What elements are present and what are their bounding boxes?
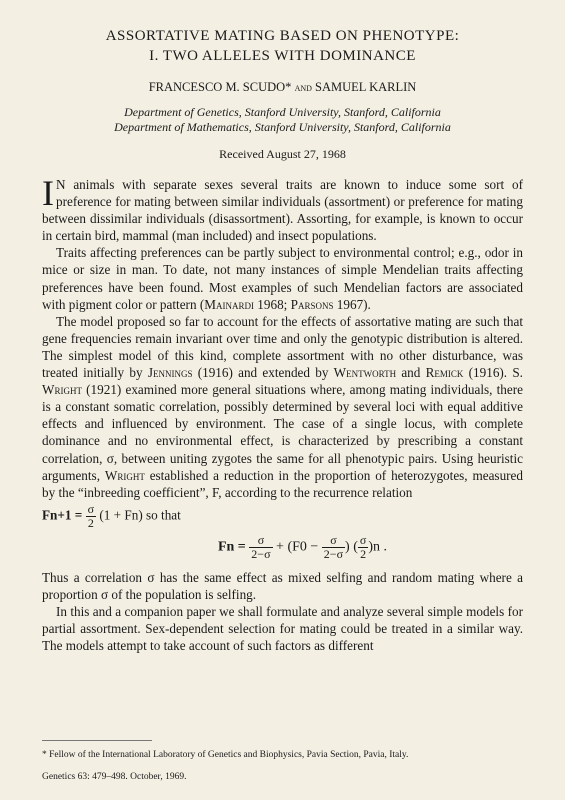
fraction-2-numerator: σ (322, 534, 345, 548)
fraction-sigma-over-2 (86, 503, 96, 530)
paragraph-2-text-b: 1968; (253, 296, 291, 312)
formula-2-mid: + (F0 − (272, 539, 322, 555)
paragraph-1-text: N animals with separate sexes several traits are known to induce some sort of preference for mating between similar individuals (assortment) or preference for mating between dissimilar individuals (disassortment). Assorting, for example, is known to occur in certain bird, mammal (man included) and insect populations. (42, 177, 523, 244)
citation-wentworth: Wentworth (333, 365, 397, 381)
formula-1-lhs: Fn+1 = (42, 507, 86, 523)
title-line-2: I. TWO ALLELES WITH DOMINANCE (149, 48, 416, 64)
paragraph-3 (42, 313, 523, 501)
journal-citation: Genetics 63: 479–498. October, 1969. (42, 772, 187, 782)
citation-parsons: Parsons (290, 296, 334, 312)
fraction-3-numerator: σ (359, 532, 367, 547)
title-line-1: ASSORTATIVE MATING BASED ON PHENOTYPE: (105, 28, 460, 44)
author-2: SAMUEL KARLIN (315, 80, 417, 94)
affiliations (42, 105, 523, 135)
drop-cap: I (42, 173, 54, 213)
paragraph-5: In this and a companion paper we shall formulate and analyze several simple models for partial assortment. Sex-dependent selection for mating could be treated in a similar way. The models attempt to take account of such factors as different (42, 603, 523, 654)
paragraph-3-and: and (396, 365, 426, 381)
closed-form-formula (82, 534, 523, 561)
authors-conjunction: and (294, 82, 312, 94)
fraction-1 (249, 534, 272, 561)
formula-1-rhs: (1 + Fn) so that (96, 507, 181, 523)
body-text (42, 173, 523, 654)
paragraph-2-text-c: 1967). (333, 296, 371, 312)
fraction-denominator: 2 (87, 515, 94, 530)
paragraph-3-text-a: The model proposed so far to account for the effects of assortative mating are such that gene frequencies remain invariant over time and only the genotypic distribution is altered. The simplest model of this kind, complete assortment with no other disturbance, was treated initially by (42, 313, 523, 381)
fraction-2-denominator: 2−σ (323, 546, 344, 561)
authors (42, 80, 523, 95)
affiliation-1: Department of Genetics, Stanford University, Stanford, California (124, 105, 441, 119)
citation-jennings: Jennings (147, 365, 193, 381)
formula-2-lhs: Fn = (217, 539, 250, 555)
fraction-3 (358, 534, 368, 561)
formula-2-end: )n . (368, 539, 388, 555)
footnote-rule (42, 740, 152, 741)
formula-2-paren: ) ( (345, 539, 358, 555)
citation-mainardi: Mainardi (204, 296, 254, 312)
fraction-1-numerator: σ (249, 534, 272, 548)
recurrence-formula (42, 503, 523, 530)
affiliation-2: Department of Mathematics, Stanford University, Stanford, California (114, 120, 451, 134)
citation-wright-2: Wright (104, 467, 145, 483)
fraction-1-denominator: 2−σ (251, 546, 271, 561)
paragraph-1 (42, 173, 523, 244)
author-1: FRANCESCO M. SCUDO* (148, 80, 292, 94)
paragraph-3-text-e: established a reduction in the proportion of heterozygotes, measured by the “inbreeding coefficient”, F, according to the recurrence relation (42, 467, 523, 500)
footnote: * Fellow of the International Laboratory of Genetics and Biophysics, Pavia Section, Pavia, Italy. (42, 750, 409, 760)
fraction-numerator: σ (87, 501, 95, 516)
paragraph-4: Thus a correlation σ has the same effect as mixed selfing and random mating where a proportion σ of the population is selfing. (42, 569, 523, 602)
paragraph-3-text-d: (1921) examined more general situations where, among mating individuals, there is a constant somatic correlation, possibly determined by several loci with equal additive effects and influenced by environment. The case of a single locus, with complete dominance and no environmental effect, is characterized by prescribing a constant correlation, σ, between uniting zygotes the same for all phenotypic pairs. Using heuristic arguments, (42, 382, 523, 483)
received-date: Received August 27, 1968 (219, 147, 346, 161)
citation-remick: Remick (425, 365, 464, 381)
paragraph-3-text-b: (1916) and extended by (192, 365, 334, 381)
paragraph-3-text-c: (1916). S. (463, 365, 523, 381)
paragraph-2 (42, 244, 523, 312)
fraction-2 (322, 534, 345, 561)
paragraph-2-text-a: Traits affecting preferences can be partly subject to environmental control; e.g., odor in mice or size in man. To date, not many instances of simple Mendelian traits affecting preferences have been found. Most examples of such Mendelian factors are associated with pigment color or pattern ( (42, 245, 523, 312)
fraction-3-denominator: 2 (360, 546, 367, 561)
citation-wright: Wright (42, 382, 82, 398)
